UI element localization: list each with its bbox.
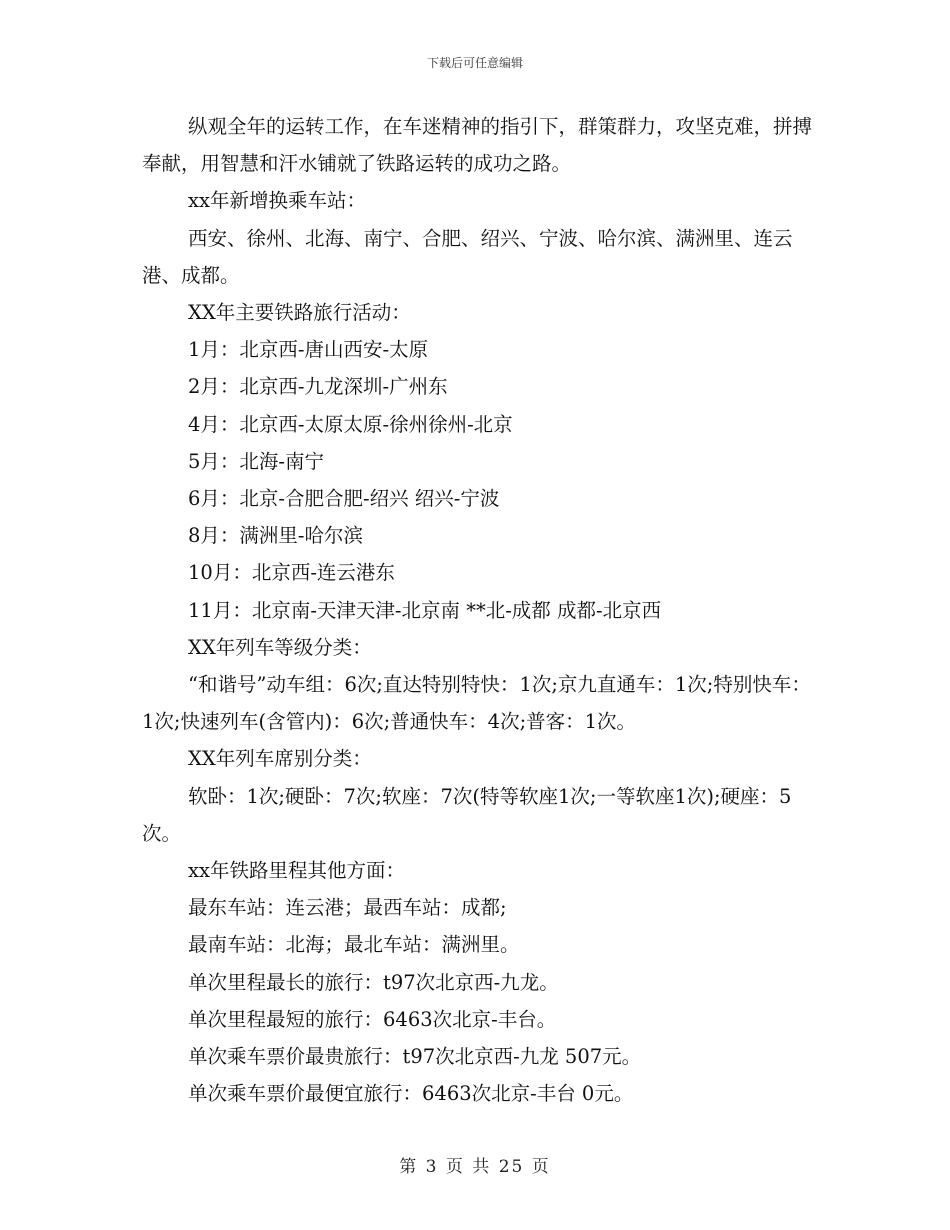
trip-june: 6月：北京-合肥合肥-绍兴 绍兴-宁波	[188, 487, 500, 511]
paragraph-train-grade: “和谐号”动车组：6次;直达特别特快：1次;京九直通车：1次;特别快车：1次;快速列车(含管内)：6次;普通快车：4次;普客：1次。	[142, 673, 811, 734]
trip-october: 10月：北京西-连云港东	[188, 561, 395, 585]
paragraph-east-west: 最东车站：连云港；最西车站：成都;	[188, 896, 507, 920]
paragraph-summary: 纵观全年的运转工作，在车迷精神的指引下，群策群力，攻坚克难，拼搏奉献，用智慧和汗水铺就了铁路运转的成功之路。	[142, 115, 813, 176]
trip-may: 5月：北海-南宁	[188, 449, 324, 473]
heading-mileage-other: xx年铁路里程其他方面：	[188, 859, 405, 883]
trip-august: 8月：满洲里-哈尔滨	[188, 524, 363, 548]
heading-main-trips: XX年主要铁路旅行活动：	[188, 301, 411, 325]
page-header: 下载后可任意编辑	[426, 56, 523, 70]
paragraph-south-north: 最南车站：北海；最北车站：满洲里。	[188, 933, 520, 957]
heading-seat-class: XX年列车席别分类：	[188, 747, 372, 771]
trip-november: 11月：北京南-天津天津-北京南 **北-成都 成都-北京西	[188, 598, 662, 622]
paragraph-seat-class: 软卧：1次;硬卧：7次;软座：7次(特等软座1次;一等软座1次);硬座：5次。	[142, 784, 792, 845]
trip-february: 2月：北京西-九龙深圳-广州东	[188, 375, 448, 399]
document-body	[142, 108, 818, 1112]
heading-new-transfer-stations: xx年新增换乘车站：	[188, 189, 366, 213]
paragraph-station-list: 西安、徐州、北海、南宁、合肥、绍兴、宁波、哈尔滨、满洲里、连云港、成都。	[142, 226, 793, 287]
paragraph-most-expensive: 单次乘车票价最贵旅行：t97次北京西-九龙 507元。	[188, 1045, 642, 1069]
heading-train-grade: XX年列车等级分类：	[188, 635, 372, 659]
trip-april: 4月：北京西-太原太原-徐州徐州-北京	[188, 412, 513, 436]
paragraph-shortest-trip: 单次里程最短的旅行：6463次北京-丰台。	[188, 1007, 557, 1031]
paragraph-cheapest: 单次乘车票价最便宜旅行：6463次北京-丰台 0元。	[188, 1082, 634, 1106]
trip-january: 1月：北京西-唐山西安-太原	[188, 338, 429, 362]
paragraph-longest-trip: 单次里程最长的旅行：t97次北京西-九龙。	[188, 970, 559, 994]
page-number: 第 3 页 共 25 页	[399, 1157, 551, 1177]
